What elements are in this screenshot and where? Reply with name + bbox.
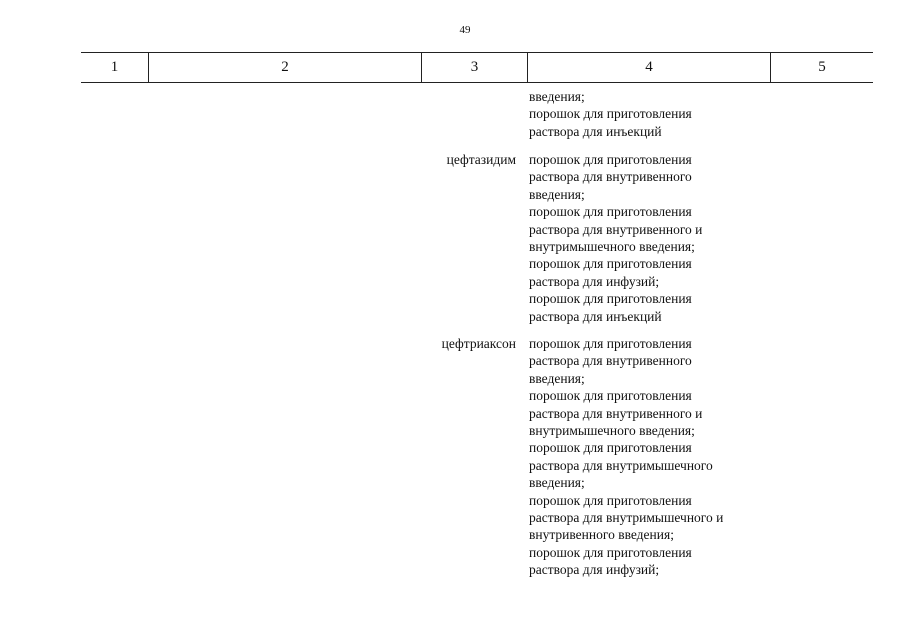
column-header-5: 5 bbox=[770, 53, 873, 82]
dosage-form-line: порошок для приготовления bbox=[529, 204, 692, 220]
dosage-form-line: порошок для приготовления bbox=[529, 388, 692, 404]
dosage-form-line: раствора для внутримышечного и bbox=[529, 510, 724, 526]
dosage-form-line: раствора для внутривенного bbox=[529, 353, 692, 369]
table-header-row bbox=[81, 52, 873, 83]
dosage-forms bbox=[529, 335, 769, 579]
dosage-form-line: введения; bbox=[529, 89, 585, 104]
dosage-form-line: введения; bbox=[529, 475, 585, 491]
dosage-form-line: внутривенного введения; bbox=[529, 527, 674, 543]
dosage-form-line: порошок для приготовления bbox=[529, 256, 692, 272]
page-number: 49 bbox=[459, 24, 471, 36]
dosage-form-line: введения; bbox=[529, 370, 585, 386]
dosage-form-line: порошок для приготовления bbox=[529, 544, 692, 560]
dosage-form-line: порошок для приготовления bbox=[529, 152, 692, 167]
dosage-forms bbox=[529, 88, 769, 140]
dosage-form-line: раствора для инфузий; bbox=[529, 562, 660, 578]
dosage-form-line: раствора для внутримышечного bbox=[529, 457, 713, 473]
dosage-form-line: раствора для внутривенного и bbox=[529, 221, 703, 237]
dosage-form-line: внутримышечного введения; bbox=[529, 239, 695, 255]
dosage-form-line: порошок для приготовления bbox=[529, 492, 692, 508]
dosage-form-line: порошок для приготовления bbox=[529, 291, 692, 307]
dosage-form-line: введения; bbox=[529, 186, 585, 202]
dosage-form-line: порошок для приготовления bbox=[529, 336, 692, 351]
dosage-form-line: порошок для приготовления bbox=[529, 440, 692, 456]
dosage-form-line: раствора для инфузий; bbox=[529, 273, 660, 289]
dosage-forms bbox=[529, 151, 769, 325]
dosage-form-line: порошок для приготовления bbox=[529, 106, 692, 122]
column-header-3: 3 bbox=[421, 53, 527, 82]
drug-name: цефтазидим bbox=[446, 152, 516, 167]
column-header-1: 1 bbox=[110, 59, 119, 75]
dosage-form-line: раствора для инъекций bbox=[529, 123, 662, 139]
column-header-4: 4 bbox=[527, 53, 770, 82]
column-header-2: 2 bbox=[148, 53, 421, 82]
dosage-form-line: раствора для внутривенного и bbox=[529, 405, 703, 421]
dosage-form-line: раствора для инъекций bbox=[529, 308, 662, 324]
dosage-form-line: внутримышечного введения; bbox=[529, 423, 695, 439]
dosage-form-line: раствора для внутривенного bbox=[529, 169, 692, 185]
drug-name: цефтриаксон bbox=[441, 336, 516, 351]
